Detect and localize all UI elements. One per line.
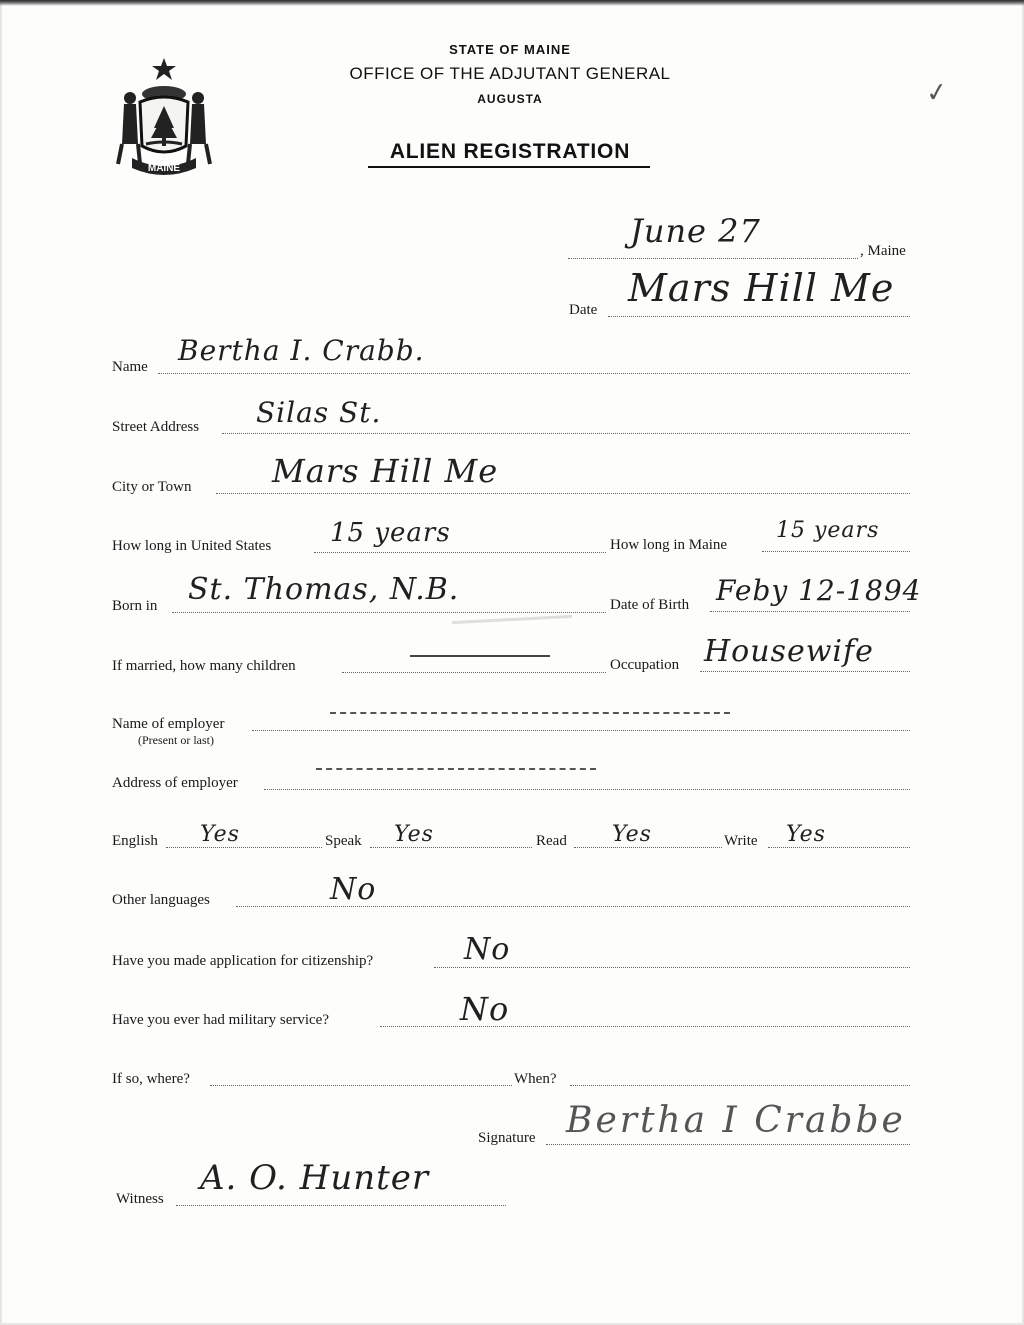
witness-label: Witness	[116, 1191, 164, 1207]
english-label: English	[112, 833, 158, 849]
name-line	[158, 373, 910, 374]
street-value[interactable]: Silas St.	[256, 396, 382, 429]
signature-value[interactable]: Bertha I Crabbe	[566, 1100, 906, 1141]
occupation-line	[700, 671, 910, 672]
born-in-label: Born in	[112, 598, 158, 614]
employer-address-value[interactable]	[316, 768, 596, 770]
title-underline	[368, 166, 650, 168]
date-value[interactable]: June 27	[630, 212, 761, 250]
english-value[interactable]: Yes	[200, 822, 240, 847]
children-line	[342, 672, 606, 673]
military-value[interactable]: No	[460, 990, 510, 1028]
born-in-value[interactable]: St. Thomas, N.B.	[188, 572, 460, 607]
header-city: AUGUSTA	[477, 92, 543, 106]
read-label: Read	[536, 833, 567, 849]
where-label: If so, where?	[112, 1071, 190, 1087]
how-long-us-line	[314, 552, 606, 553]
occupation-label: Occupation	[610, 657, 680, 673]
witness-value[interactable]: A. O. Hunter	[200, 1158, 430, 1198]
write-label: Write	[724, 833, 758, 849]
employer-name-value[interactable]	[330, 712, 730, 714]
employer-name-line	[252, 730, 910, 731]
other-languages-label: Other languages	[112, 892, 210, 908]
employer-name-label: Name of employer	[112, 716, 225, 732]
how-long-us-value[interactable]: 15 years	[330, 518, 451, 548]
other-languages-value[interactable]: No	[330, 872, 377, 907]
occupation-value[interactable]: Housewife	[704, 634, 874, 669]
children-value[interactable]	[410, 655, 550, 657]
scan-edge	[0, 0, 1024, 6]
place-line	[608, 316, 910, 317]
speak-value[interactable]: Yes	[394, 822, 434, 847]
date-of-birth-label: Date of Birth	[610, 597, 690, 613]
when-line[interactable]	[570, 1085, 910, 1086]
write-value[interactable]: Yes	[786, 822, 826, 847]
write-line	[768, 847, 910, 848]
english-line	[166, 847, 322, 848]
form-title: ALIEN REGISTRATION	[389, 140, 631, 163]
citizenship-label: Have you made application for citizenship?	[112, 953, 374, 969]
how-long-us-label: How long in United States	[112, 538, 272, 554]
how-long-maine-line	[762, 551, 910, 552]
citizenship-line	[434, 967, 910, 968]
place-value[interactable]: Mars Hill Me	[628, 266, 895, 310]
svg-text:MAINE: MAINE	[147, 163, 181, 174]
speak-label: Speak	[325, 833, 362, 849]
how-long-maine-value[interactable]: 15 years	[776, 518, 880, 543]
check-mark-icon: ✓	[924, 76, 950, 110]
how-long-maine-label: How long in Maine	[610, 537, 728, 553]
date-line	[568, 258, 858, 259]
pencil-smudge	[452, 615, 572, 624]
employer-address-line	[264, 789, 910, 790]
citizenship-value[interactable]: No	[464, 932, 511, 967]
witness-line	[176, 1205, 506, 1206]
children-label: If married, how many children	[112, 658, 296, 674]
signature-label: Signature	[478, 1130, 536, 1146]
name-value[interactable]: Bertha I. Crabb.	[178, 334, 425, 367]
military-label: Have you ever had military service?	[112, 1012, 329, 1028]
read-value[interactable]: Yes	[612, 822, 652, 847]
city-value[interactable]: Mars Hill Me	[272, 452, 499, 490]
where-line[interactable]	[210, 1085, 512, 1086]
when-label: When?	[514, 1071, 557, 1087]
born-in-line	[172, 612, 606, 613]
header-state: STATE OF MAINE	[449, 42, 571, 57]
city-label: City or Town	[112, 479, 192, 495]
maine-label: , Maine	[860, 243, 906, 259]
date-of-birth-line	[710, 611, 910, 612]
street-line	[222, 433, 910, 434]
street-label: Street Address	[112, 419, 200, 435]
date-label: Date	[569, 302, 598, 318]
signature-line	[546, 1144, 910, 1145]
speak-line	[370, 847, 532, 848]
name-label: Name	[112, 359, 148, 375]
maine-state-seal-icon	[112, 54, 216, 180]
read-line	[574, 847, 722, 848]
city-line	[216, 493, 910, 494]
employer-address-label: Address of employer	[112, 775, 238, 791]
header-office: OFFICE OF THE ADJUTANT GENERAL	[349, 64, 671, 83]
date-of-birth-value[interactable]: Feby 12-1894	[716, 574, 922, 607]
employer-name-sublabel: (Present or last)	[138, 733, 214, 747]
